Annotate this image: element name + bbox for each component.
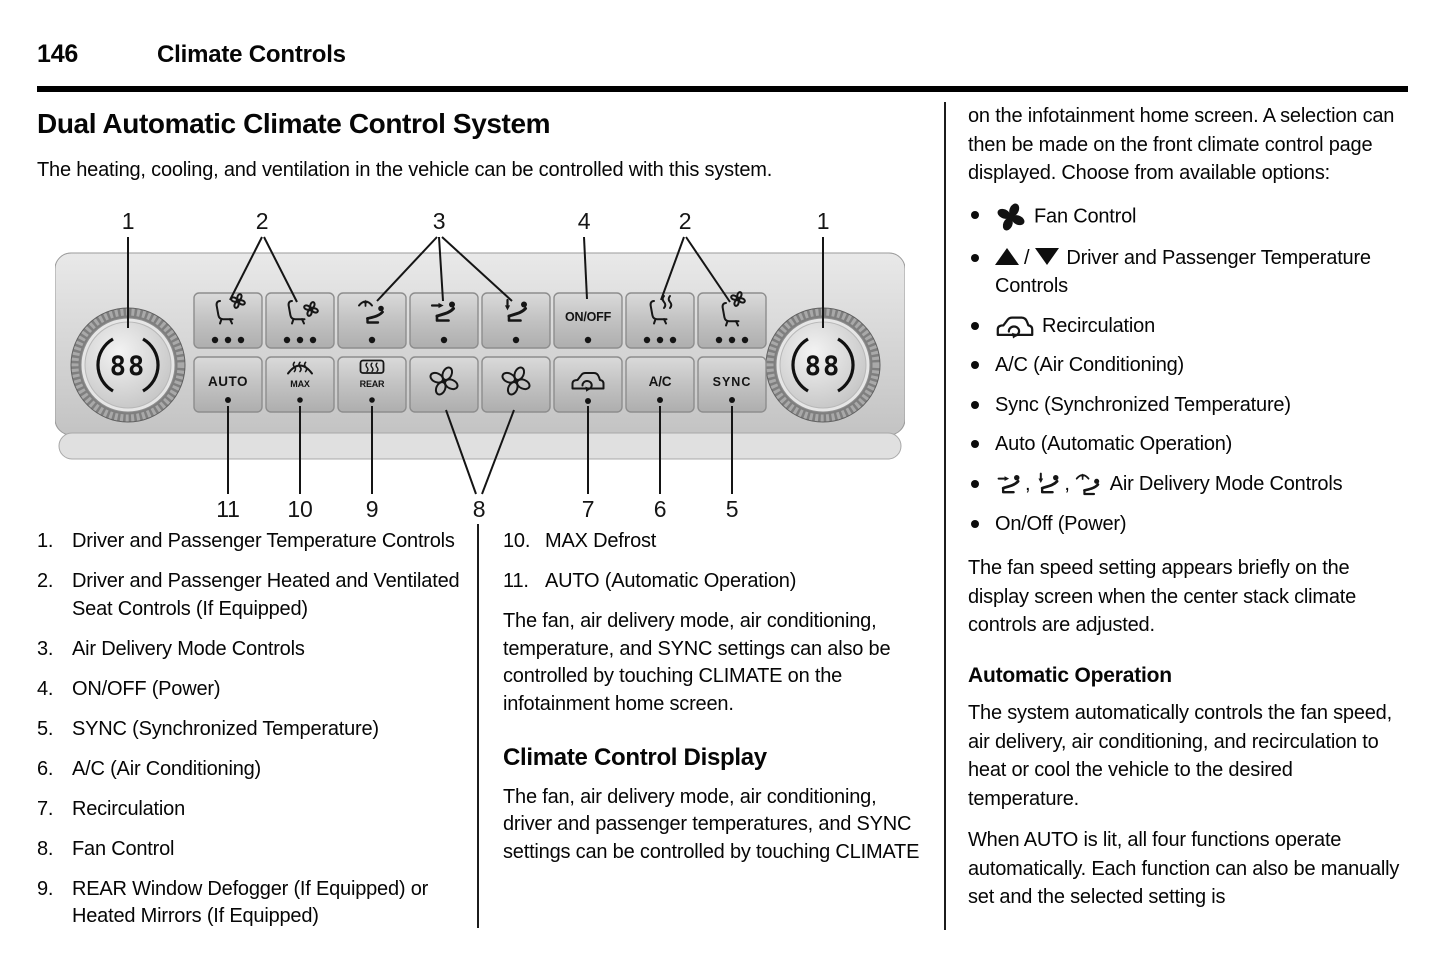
legend-item-label: A/C (Air Conditioning) [72,757,262,780]
callout-number: 11 [216,496,240,522]
section-intro: The heating, cooling, and ventilation in the vehicle can be controlled with this system. [37,159,773,181]
vent-mode-icon [995,470,1024,499]
page-number: 146 [37,40,79,68]
body-paragraph: The fan, air delivery mode, air conditioning, temperature, and SYNC settings can also be controlled by touching CLIMATE on the infotainment home screen. [503,610,891,715]
max-label: MAX [290,379,310,389]
ventilated-seat-driver-button [194,293,262,348]
legend-item-number: 4. [37,677,54,700]
bullet-label: Fan Control [1034,204,1137,227]
callout-number: 2 [678,208,692,234]
bullet-dot [971,254,979,262]
legend-item-label: Fan Control [72,837,175,860]
legend-item-number: 11. [503,570,529,592]
legend-item-number: 7. [37,797,54,820]
temperature-display: 88 [804,351,842,382]
fan-icon [995,201,1027,233]
legend-item [37,836,469,864]
list-item [968,510,1404,539]
legend-item-label: Driver and Passenger Temperature Controls [72,530,455,552]
legend-item-number: 2. [37,570,54,592]
bullet-label: Driver and Passenger Temperature Controls [995,246,1371,297]
floor-mode-icon [1034,470,1063,499]
climate-control-panel-illustration [55,195,905,527]
list-item [968,470,1404,499]
right-column [968,102,1404,925]
list-item [968,312,1404,341]
legend-item-number: 6. [37,757,54,780]
chapter-title: Climate Controls [157,41,346,68]
sync-button [698,357,766,412]
legend-column-left [37,528,469,943]
list-item [968,391,1404,420]
legend-item-label: ON/OFF (Power) [72,677,221,700]
legend-item [37,676,469,704]
body-paragraph: The fan, air delivery mode, air conditioning, driver and passenger temperatures, and SYNC settings can be controlled by touching CLIMATE [503,785,920,863]
callout-number: 5 [725,496,739,522]
legend-item [37,636,469,664]
bullet-label: A/C (Air Conditioning) [995,354,1185,376]
heated-seat-driver-button [626,293,694,348]
legend-item-label: Driver and Passenger Heated and Ventilated Seat Controls (If Equipped) [72,570,460,620]
icon-separator: , [1025,472,1031,495]
subsection-heading: Climate Control Display [503,744,767,771]
legend-item-label: Recirculation [72,797,186,820]
max-defrost-button [266,357,334,412]
bullet-label: On/Off (Power) [995,512,1127,535]
column-divider [944,102,946,930]
list-item [968,201,1404,233]
bullet-dot [971,322,979,330]
legend-item [37,756,469,784]
defrost-mode-button [338,293,406,348]
floor-mode-button [482,293,550,348]
defrost-mode-icon [1074,470,1103,499]
legend-item-label: Air Delivery Mode Controls [72,637,305,660]
legend-item-label: SYNC (Synchronized Temperature) [72,717,379,740]
callout-number: 1 [816,208,830,234]
callout-number: 2 [255,208,269,234]
list-item [968,244,1404,301]
legend-item-number: 10. [503,530,531,552]
bullet-dot [971,211,979,219]
ac-label: A/C [648,374,672,389]
bullet-label: Recirculation [1042,314,1156,337]
callout-number: 6 [653,496,667,522]
legend-item [37,716,469,744]
header-rule [37,86,1408,92]
legend-item-number: 3. [37,637,54,660]
temperature-up-icon [995,248,1019,265]
ac-button [626,357,694,412]
body-paragraph: on the infotainment home screen. A selection can then be made on the front climate control page displayed. Choose from available options: [968,105,1395,184]
vent-mode-button [410,293,478,348]
recirculation-icon [995,313,1035,340]
auto-button [194,357,262,412]
rear-label: REAR [359,379,385,389]
callout-number: 10 [287,496,313,522]
column-divider [477,524,479,928]
section-title: Dual Automatic Climate Control System [37,108,551,139]
callout-number: 9 [365,496,379,522]
sync-label: SYNC [712,375,752,389]
legend-item [503,528,927,556]
callout-number: 8 [472,496,486,522]
fan-down-button [410,357,478,412]
bullet-dot [971,401,979,409]
callout-number: 1 [121,208,135,234]
legend-item-label: AUTO (Automatic Operation) [545,570,797,592]
legend-item [503,568,927,596]
bullet-dot [971,520,979,528]
legend-item [37,528,469,556]
legend-item [37,568,469,623]
panel-diagram-svg [55,195,905,527]
callout-number: 3 [432,208,446,234]
bullet-label: Air Delivery Mode Controls [1109,472,1343,495]
legend-item-label: REAR Window Defogger (If Equipped) or Heated Mirrors (If Equipped) [72,877,429,927]
legend-item-number: 8. [37,837,54,860]
legend-item-number: 9. [37,877,54,900]
icon-separator: , [1064,472,1070,495]
temperature-down-icon [1035,248,1059,265]
temperature-display: 88 [109,351,147,382]
list-item [968,351,1404,380]
callout-number: 4 [577,208,591,234]
legend-item [37,876,469,931]
rear-defogger-button [338,357,406,412]
auto-label: AUTO [207,374,249,389]
on-off-button [554,293,622,348]
legend-item [37,796,469,824]
bullet-dot [971,440,979,448]
recirculation-button [554,357,622,412]
callout-number: 7 [581,496,595,522]
options-bullet-list [968,201,1404,539]
legend-item-label: MAX Defrost [545,530,657,552]
body-paragraph: The fan speed setting appears briefly on the display screen when the center stack climate controls are adjusted. [968,557,1357,637]
body-paragraph: When AUTO is lit, all four functions operate automatically. Each function can also be manually set and the selected setting is [968,829,1400,909]
legend-item-number: 5. [37,717,54,740]
fan-up-button [482,357,550,412]
icon-separator: / [1024,246,1030,269]
panel-lower-trim [59,433,901,459]
list-item [968,430,1404,459]
middle-column [503,528,927,879]
subsection-heading: Automatic Operation [968,663,1172,687]
heated-seat-passenger-button [698,292,766,348]
bullet-label: Sync (Synchronized Temperature) [995,393,1291,416]
legend-item-number: 1. [37,530,54,552]
body-paragraph: The system automatically controls the fan speed, air delivery, air conditioning, and recirculation to heat or cool the vehicle to the desired temperature. [968,702,1392,810]
bullet-dot [971,361,979,369]
on-off-label: ON/OFF [564,310,612,324]
bullet-label: Auto (Automatic Operation) [995,433,1233,455]
ventilated-seat-passenger-button [266,293,334,348]
bullet-dot [971,480,979,488]
